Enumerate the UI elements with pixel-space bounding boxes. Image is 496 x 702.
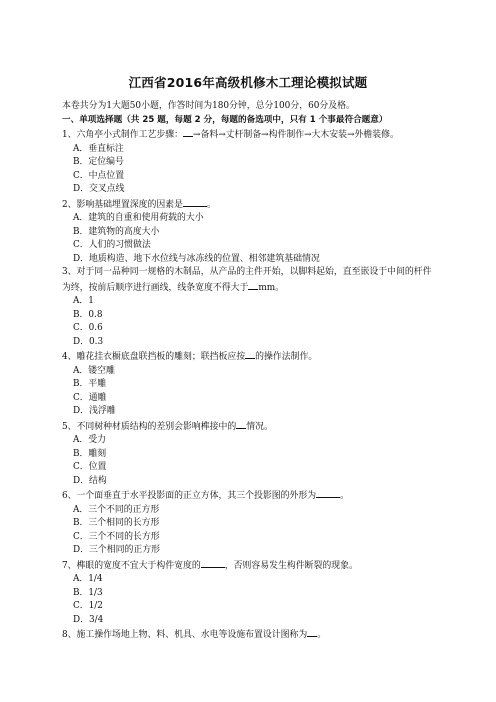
answer-option: D．三个相同的正方形 [73,545,160,555]
section-heading: 一、单项选择题（共 25 题，每题 2 分，每题的备选项中，只有 1 个事最符合题意） [62,114,388,125]
answer-option: B．建筑物的高度大小 [73,226,160,237]
question-stem [62,266,434,295]
answer-option: C．位置 [73,462,107,472]
question-stem [62,558,434,574]
exam-intro: 本卷共分为1大题50小题，作答时间为180分钟，总分100分，60分及格。 [62,101,355,111]
answer-blank [248,280,258,290]
answer-option: C．1/2 [73,601,103,611]
document-title: 江西省2016年高级机修木工理论模拟试题 [128,75,368,90]
answer-option: A．1 [73,296,94,306]
question-text-end: mm。 [258,282,285,293]
answer-blank [201,558,225,568]
question-text-end: 情况。 [246,421,273,432]
question-text: 1、六角亭小式制作工艺步骤： [62,130,184,140]
answer-option: A．三个不同的正方形 [73,504,160,515]
question-text: 6、一个面垂直于水平投影面的正立方体，其三个投影图的外形为 [62,491,317,501]
question-text-end: →备料→丈杆制备→构件制作→大木安装→外檐装修。 [193,130,399,140]
answer-option: D．浅浮雕 [73,406,116,416]
answer-option: D．地质构造、地下水位线与冰冻线的位置、相邻建筑基础情况 [73,253,320,264]
answer-blank [183,197,207,207]
answer-option: B．0.8 [73,309,103,320]
answer-option: C．三个不同的长方形 [73,531,160,542]
question-stem [62,127,434,143]
question-text: 5、不同树种材质结构的差别会影响榫接中的 [62,421,237,432]
answer-option: A．垂直标注 [73,143,124,154]
answer-option: D．0.3 [73,336,104,347]
answer-option: A．受力 [73,435,107,445]
answer-option: B．1/3 [73,587,103,598]
question-stem [62,419,434,435]
question-text: 3、对于同一品种同一规格的木制品，从产品的主件开始，以脚料起始，直至嵌设于中间的杆件为终，按前后顺序进行画线，线条宽度不得大于 [62,267,432,293]
answer-option: B．三个相同的长方形 [73,518,160,528]
answer-option: D．交叉点线 [73,184,125,194]
question-text-end: 。 [207,199,216,210]
question-list [62,127,434,643]
answer-blank [316,488,340,498]
answer-option: A．1/4 [73,574,103,584]
answer-blank [236,419,246,429]
question-text: 7、榫眼的宽度不宜大于构件宽度的 [62,560,201,571]
answer-blank [245,349,255,359]
answer-blank [307,627,317,637]
answer-option: C．中点位置 [73,170,125,181]
question-text-end: 。 [340,491,350,501]
question-text-end: ，否则容易发生构件断裂的现象。 [224,560,358,571]
answer-option: C．人们的习惯做法 [73,240,151,250]
question-stem [62,197,434,213]
answer-option: D．结构 [73,475,107,486]
question-text: 2、影响基础埋置深度的因素是 [62,199,184,210]
answer-option: C．0.6 [73,323,103,333]
question-stem [62,349,434,365]
answer-option: A．建筑的自重和使用荷载的大小 [73,213,204,223]
answer-option: B．平雕 [73,379,107,389]
question-text-end: 。 [317,630,327,640]
question-stem [62,627,434,643]
answer-blank [183,127,193,137]
document-page [62,73,434,643]
question-text: 4、雕花挂衣橱底盘联挡板的雕刻；联挡板应按 [62,352,246,362]
question-text: 8、施工操作场地上物、料、机具、水电等设施布置设计图称为 [62,630,308,640]
answer-option: D．3/4 [73,614,104,625]
answer-option: C．通雕 [73,392,107,403]
answer-option: A．镂空雕 [73,365,115,376]
answer-option: B．定位编号 [73,157,124,167]
question-text-end: 的操作法制作。 [255,352,318,362]
answer-option: B．雕刻 [73,448,107,459]
question-stem [62,488,434,504]
